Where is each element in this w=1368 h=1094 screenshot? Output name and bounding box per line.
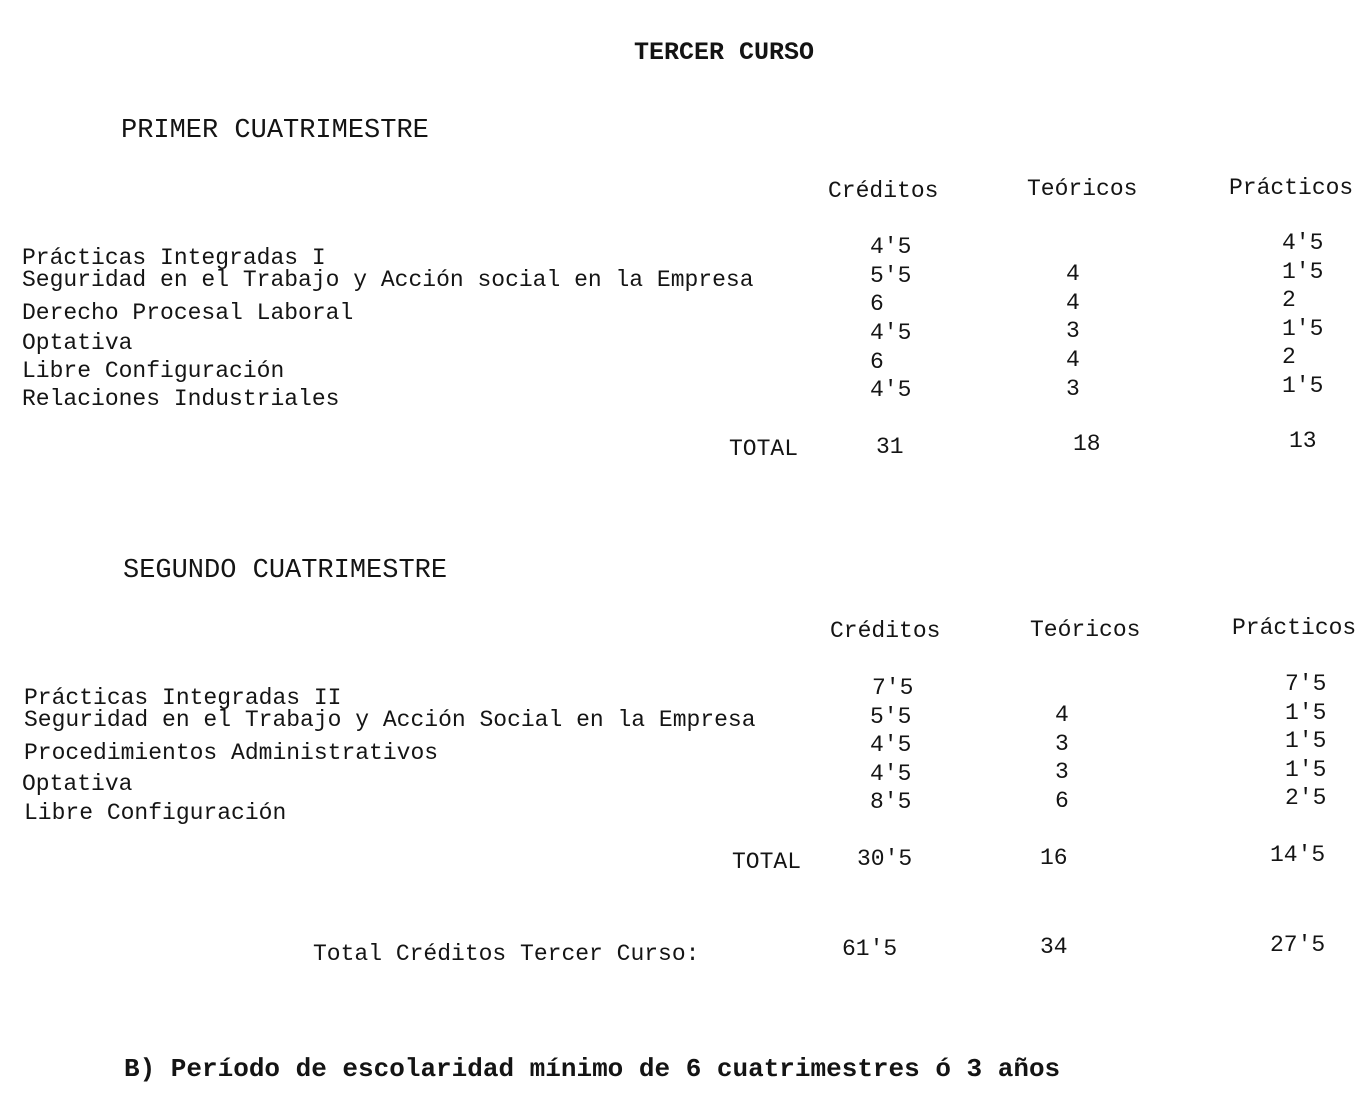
teoricos-value: 4 [1066,290,1080,316]
practicos-value: 4'5 [1282,230,1324,256]
teoricos-value: 4 [1055,702,1069,728]
section-heading-segundo: SEGUNDO CUATRIMESTRE [123,556,448,586]
grand-total-teoricos: 34 [1040,934,1068,960]
subject-name: Relaciones Industriales [22,386,340,412]
practicos-value: 1'5 [1282,373,1324,399]
teoricos-value: 3 [1066,318,1080,344]
column-header-creditos: Créditos [830,618,941,644]
creditos-value: 4'5 [870,234,912,260]
teoricos-value: 3 [1055,759,1069,785]
page-title: TERCER CURSO [634,38,815,67]
column-header-practicos: Prácticos [1232,615,1357,641]
subject-name: Libre Configuración [22,358,285,384]
practicos-value: 7'5 [1285,671,1327,697]
column-header-teoricos: Teóricos [1027,176,1138,202]
section-heading-primer: PRIMER CUATRIMESTRE [121,116,429,146]
total-creditos: 30'5 [857,846,913,872]
creditos-value: 6 [870,291,884,317]
teoricos-value: 4 [1066,347,1080,373]
creditos-value: 6 [870,349,884,375]
total-practicos: 14'5 [1270,842,1326,868]
subject-name: Seguridad en el Trabajo y Acción Social en la Empresa [24,707,756,733]
footer-note: B) Período de escolaridad mínimo de 6 cuatrimestres ó 3 años [124,1054,1061,1084]
practicos-value: 1'5 [1282,316,1324,342]
teoricos-value: 3 [1055,731,1069,757]
practicos-value: 1'5 [1285,757,1327,783]
creditos-value: 7'5 [872,675,914,701]
column-header-creditos: Créditos [828,178,939,204]
creditos-value: 5'5 [870,704,912,730]
practicos-value: 2 [1282,287,1296,313]
total-teoricos: 16 [1040,845,1068,871]
subject-name: Optativa [22,330,133,356]
subject-name: Seguridad en el Trabajo y Acción social en la Empresa [22,267,754,293]
practicos-value: 1'5 [1285,728,1327,754]
grand-total-label: Total Créditos Tercer Curso: [313,941,700,967]
creditos-value: 8'5 [870,789,912,815]
practicos-value: 2'5 [1285,785,1327,811]
teoricos-value: 6 [1055,788,1069,814]
practicos-value: 1'5 [1285,700,1327,726]
practicos-value: 1'5 [1282,259,1324,285]
creditos-value: 4'5 [870,761,912,787]
practicos-value: 2 [1282,344,1296,370]
total-label: TOTAL [732,849,802,875]
column-header-practicos: Prácticos [1229,175,1354,201]
creditos-value: 4'5 [870,320,912,346]
total-label: TOTAL [729,436,799,462]
grand-total-practicos: 27'5 [1270,932,1326,958]
grand-total-creditos: 61'5 [842,936,898,962]
creditos-value: 4'5 [870,377,912,403]
creditos-value: 5'5 [870,263,912,289]
creditos-value: 4'5 [870,732,912,758]
teoricos-value: 4 [1066,261,1080,287]
total-practicos: 13 [1289,428,1317,454]
total-teoricos: 18 [1073,431,1101,457]
subject-name: Libre Configuración [24,800,287,826]
column-header-teoricos: Teóricos [1030,617,1141,643]
total-creditos: 31 [876,434,904,460]
subject-name: Optativa [22,771,133,797]
subject-name: Procedimientos Administrativos [24,740,439,766]
subject-name: Prácticas Integradas II [24,685,342,711]
subject-name: Derecho Procesal Laboral [22,300,354,326]
subject-name: Prácticas Integradas I [22,245,326,271]
teoricos-value: 3 [1066,376,1080,402]
